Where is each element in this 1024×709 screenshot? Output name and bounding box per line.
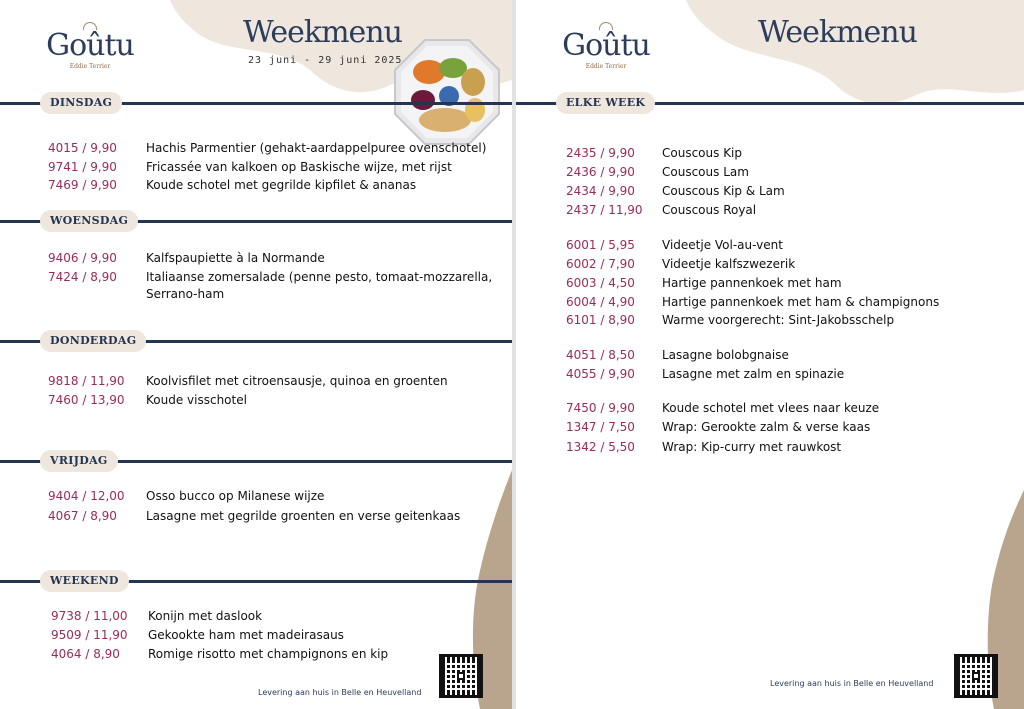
item-code: 6101 / 8,90 — [566, 313, 635, 327]
menu-item: Koude visschotel — [146, 393, 247, 407]
day-label-weekend: WEEKEND — [40, 570, 129, 592]
menu-item: Osso bucco op Milanese wijze — [146, 489, 325, 503]
item-code: 1347 / 7,50 — [566, 420, 635, 434]
menu-item: Hartige pannenkoek met ham & champignons — [662, 295, 940, 309]
brand-logo — [40, 22, 140, 70]
menu-item: Lasagne met gegrilde groenten en verse geitenkaas — [146, 509, 461, 523]
menu-item: Couscous Kip & Lam — [662, 184, 785, 198]
item-code: 4055 / 9,90 — [566, 367, 635, 381]
menu-item: Wrap: Gerookte zalm & verse kaas — [662, 420, 871, 434]
delivery-note: Levering aan huis in Belle en Heuvelland — [258, 688, 422, 697]
item-code: 7460 / 13,90 — [48, 393, 125, 407]
menu-item: Konijn met daslook — [148, 609, 263, 623]
item-code: 4064 / 8,90 — [51, 647, 120, 661]
item-code: 9818 / 11,90 — [48, 374, 125, 388]
brand-tagline: Eddie Terrier — [585, 63, 627, 70]
day-label-woensdag: WOENSDAG — [40, 210, 138, 232]
menu-item: Videetje kalfszwezerik — [662, 257, 796, 271]
menu-item: Fricassée van kalkoen op Baskische wijze, met rijst — [146, 160, 452, 174]
item-code: 9404 / 12,00 — [48, 489, 125, 503]
menu-item: Koude schotel met gegrilde kipfilet & ananas — [146, 178, 417, 192]
page-title: Weekmenu — [243, 15, 402, 50]
qr-code — [954, 654, 998, 698]
qr-code — [439, 654, 483, 698]
item-code: 1342 / 5,50 — [566, 440, 635, 454]
menu-item: Wrap: Kip-curry met rauwkost — [662, 440, 842, 454]
item-code: 6003 / 4,50 — [566, 276, 635, 290]
item-code: 6002 / 7,90 — [566, 257, 635, 271]
brand-tagline: Eddie Terrier — [69, 63, 111, 70]
food-platter-image — [393, 38, 501, 146]
brand-name: Goûtu — [562, 28, 650, 63]
menu-item: Koolvisfilet met citroensausje, quinoa en groenten — [146, 374, 448, 388]
menu-item: Serrano-ham — [146, 287, 225, 301]
delivery-note: Levering aan huis in Belle en Heuvelland — [770, 679, 934, 688]
item-code: 9509 / 11,90 — [51, 628, 128, 642]
item-code: 4067 / 8,90 — [48, 509, 117, 523]
menu-item: Couscous Royal — [662, 203, 757, 217]
item-code: 2434 / 9,90 — [566, 184, 635, 198]
menu-item: Couscous Kip — [662, 146, 743, 160]
item-code: 4051 / 8,50 — [566, 348, 635, 362]
day-label-vrijdag: VRIJDAG — [40, 450, 118, 472]
item-code: 9741 / 9,90 — [48, 160, 117, 174]
item-code: 9738 / 11,00 — [51, 609, 128, 623]
item-code: 7424 / 8,90 — [48, 270, 117, 284]
item-code: 4015 / 9,90 — [48, 141, 117, 155]
item-code: 7469 / 9,90 — [48, 178, 117, 192]
menu-item: Hachis Parmentier (gehakt-aardappelpuree ovenschotel) — [146, 141, 487, 155]
section-label-elke-week: ELKE WEEK — [556, 92, 655, 114]
menu-item: Couscous Lam — [662, 165, 749, 179]
item-code: 2435 / 9,90 — [566, 146, 635, 160]
menu-item: Kalfspaupiette à la Normande — [146, 251, 325, 265]
menu-item: Koude schotel met vlees naar keuze — [662, 401, 880, 415]
item-code: 7450 / 9,90 — [566, 401, 635, 415]
item-code: 2437 / 11,90 — [566, 203, 643, 217]
item-code: 6001 / 5,95 — [566, 238, 635, 252]
menu-item: Italiaanse zomersalade (penne pesto, tomaat-mozzarella, — [146, 270, 493, 284]
day-label-dinsdag: DINSDAG — [40, 92, 122, 114]
right-page — [516, 0, 1024, 709]
item-code: 2436 / 9,90 — [566, 165, 635, 179]
week-dates: 23 juni - 29 juni 2025 — [248, 55, 403, 66]
menu-item: Lasagne bolobgnaise — [662, 348, 789, 362]
page-title-right: Weekmenu — [758, 15, 917, 50]
day-label-donderdag: DONDERDAG — [40, 330, 146, 352]
menu-item: Hartige pannenkoek met ham — [662, 276, 842, 290]
menu-item: Warme voorgerecht: Sint-Jakobsschelp — [662, 313, 895, 327]
menu-item: Videetje Vol-au-vent — [662, 238, 783, 252]
menu-item: Gekookte ham met madeirasaus — [148, 628, 344, 642]
brand-name: Goûtu — [46, 28, 134, 63]
item-code: 6004 / 4,90 — [566, 295, 635, 309]
menu-item: Romige risotto met champignons en kip — [148, 647, 389, 661]
item-code: 9406 / 9,90 — [48, 251, 117, 265]
menu-item: Lasagne met zalm en spinazie — [662, 367, 845, 381]
brand-logo-right — [556, 22, 656, 70]
